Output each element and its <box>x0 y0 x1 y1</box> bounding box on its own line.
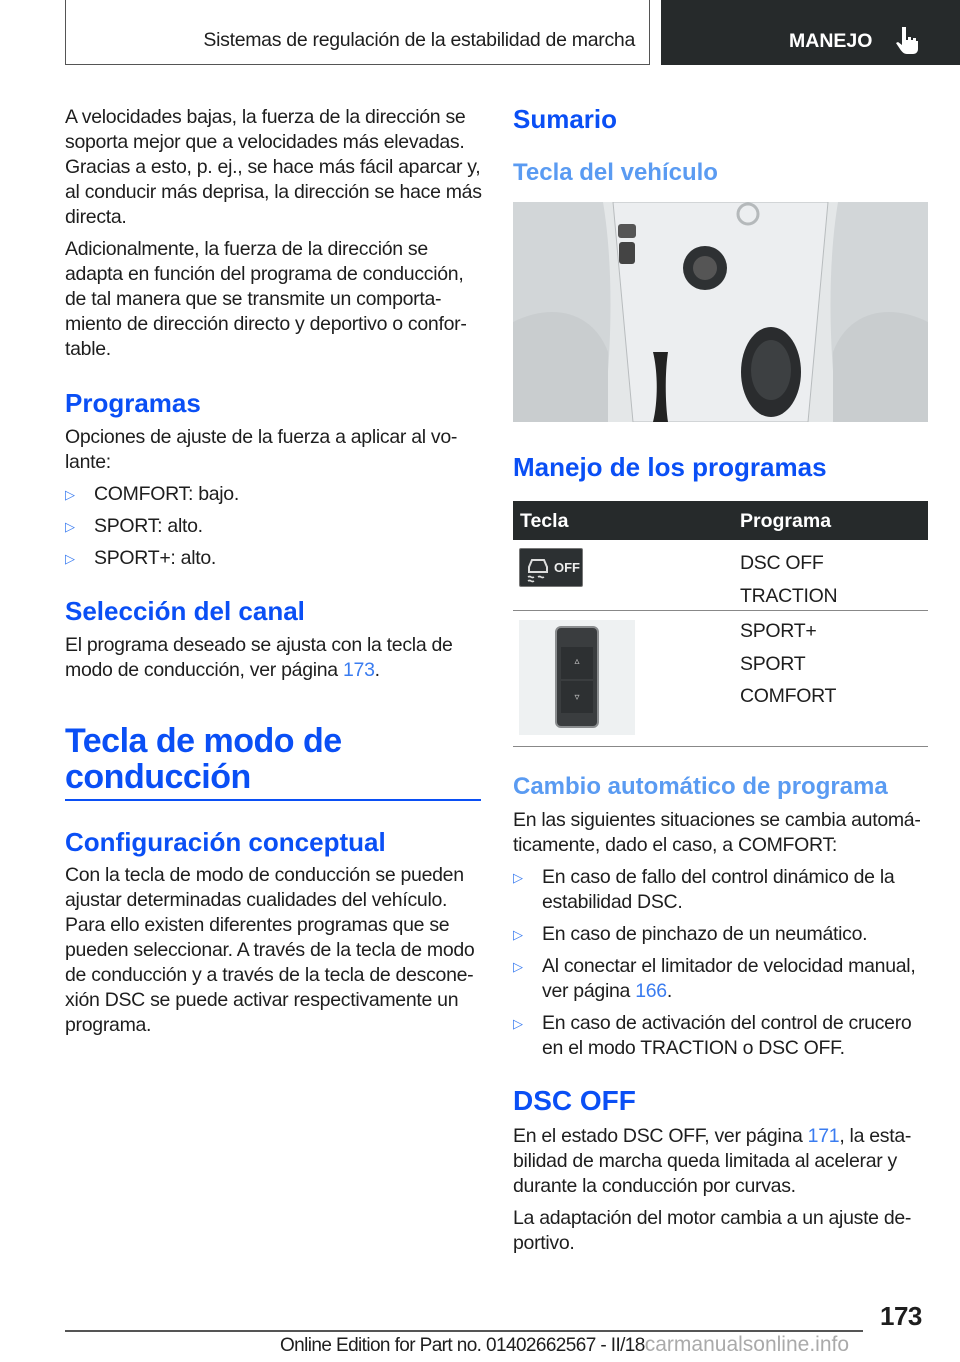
main-heading: Tecla de modo de conducción <box>65 722 342 796</box>
page-link[interactable]: 173 <box>342 659 375 681</box>
programas-text: Opciones de ajuste de la fuerza a aplicar al vo-lante: <box>65 426 458 473</box>
footer-rule <box>65 1330 863 1332</box>
table-row <box>513 611 928 747</box>
bullet-triangle-icon: ▷ <box>513 927 523 942</box>
bullet-triangle-icon: ▷ <box>513 959 523 974</box>
programas-heading: Programas <box>65 388 201 418</box>
vehicle-console-image <box>513 202 928 422</box>
dsc-off-heading: DSC OFF <box>513 1085 636 1116</box>
page-number: 173 <box>880 1301 922 1331</box>
chapter-label: MANEJO <box>789 30 873 52</box>
list-item: ▷ Al conectar el limitador de velocidad manual, ver página 166. <box>513 955 916 1002</box>
pointing-hand-icon <box>895 25 921 55</box>
header-tecla: Tecla <box>520 510 569 532</box>
dsc-off-button-icon: OFF <box>519 548 583 587</box>
heading-underline <box>65 799 481 801</box>
bullet-triangle-icon: ▷ <box>513 870 523 885</box>
programas-list <box>65 482 475 578</box>
cambio-list <box>513 865 931 1068</box>
section-title: Sistemas de regulación de la estabilidad de marcha <box>203 29 635 51</box>
intro-paragraph-1: A velocidades bajas, la fuerza de la dirección se soporta mejor que a velocidades más elevadas. Gracias a esto, p. ej., se hace más fácil aparcar y, al conducir más deprisa, la dirección se hace más directa. <box>65 106 482 228</box>
bullet-triangle-icon: ▷ <box>65 519 75 534</box>
bullet-triangle-icon: ▷ <box>65 551 75 566</box>
programs-cell: SPORT+ SPORT COMFORT <box>740 620 837 707</box>
table-header <box>513 501 928 540</box>
dsc-off-text: En el estado DSC OFF, ver página 171, la esta-bilidad de marcha queda limitada al acelerar y durante la conducción por curvas. <box>513 1125 912 1197</box>
list-item: ▷ COMFORT: bajo. <box>65 483 239 505</box>
sumario-heading: Sumario <box>513 104 618 134</box>
chapter-tab[interactable] <box>661 0 960 65</box>
cambio-text: En las siguientes situaciones se cambia automá-ticamente, dado el caso, a COMFORT: <box>513 809 921 856</box>
watermark: carmanualsonline.info <box>644 1333 850 1356</box>
bullet-triangle-icon: ▷ <box>513 1016 523 1031</box>
intro-paragraph-2: Adicionalmente, la fuerza de la dirección se adapta en función del programa de conducción, de tal manera que se transmite un comporta-miento de dirección directo y deportivo o confor-table. <box>65 238 467 360</box>
canal-text: El programa deseado se ajusta con la tecla de modo de conducción, ver página 173. <box>65 634 453 681</box>
cambio-heading: Cambio automático de programa <box>513 773 888 800</box>
list-item: ▷ En caso de fallo del control dinámico de la estabilidad DSC. <box>513 866 895 913</box>
canal-heading: Selección del canal <box>65 596 305 626</box>
header-programa: Programa <box>740 510 832 532</box>
config-text: Con la tecla de modo de conducción se pueden ajustar determinadas cualidades del vehículo. Para ello existen diferentes programas que se pueden seleccionar. A través de la tecla de modo de conducción y a través de la tecla de descone-xión DSC se puede activar respectivamente un programa. <box>65 864 475 1036</box>
page-link[interactable]: 171 <box>807 1125 840 1147</box>
footer-edition: Online Edition for Part no. 01402662567 - II/18carmanualsonline.info <box>280 1333 850 1356</box>
table-row <box>513 540 928 611</box>
programs-cell: DSC OFF TRACTION <box>740 552 838 607</box>
programs-table <box>513 501 928 747</box>
dsc-off-paragraph-2: La adaptación del motor cambia a un ajuste de-portivo. <box>513 1207 912 1254</box>
list-item: ▷ En caso de pinchazo de un neumático. <box>513 923 868 945</box>
page-link[interactable]: 166 <box>635 980 667 1002</box>
list-item: ▷ SPORT: alto. <box>65 515 203 537</box>
list-item: ▷ En caso de activación del control de crucero en el modo TRACTION o DSC OFF. <box>513 1012 912 1059</box>
tecla-heading: Tecla del vehículo <box>513 159 718 186</box>
manejo-heading: Manejo de los programas <box>513 452 827 482</box>
bullet-triangle-icon: ▷ <box>65 487 75 502</box>
list-item: ▷ SPORT+: alto. <box>65 547 217 569</box>
mode-rocker-switch-icon: ▵ ▿ <box>519 620 635 735</box>
config-heading: Configuración conceptual <box>65 827 386 857</box>
